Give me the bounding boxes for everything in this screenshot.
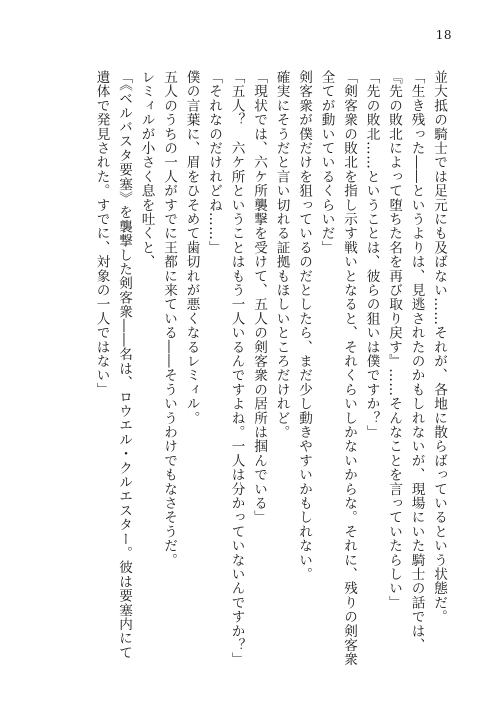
paragraph: 確実にそうだと言い切れる証拠もほしいところだけれど。 — [273, 70, 290, 440]
paragraph: 「五人？ 六ケ所ということはもう一人いるんですよね。一人は分かっていないんですか？」 — [228, 70, 245, 667]
paragraph: 「剣客衆の敗北を指し示す戦いとなると、それくらいしかないからな。それに、残りの剣客衆全てが動いているくらいだ」 — [318, 70, 357, 667]
paragraph: 「現状では、六ケ所襲撃を受けて、五人の剣客衆の居所は掴んでいる」 — [251, 70, 267, 525]
paragraph: 剣客衆が僕だけを狙っているのだとしたら、まだ少し動きやすいかもしれない。 — [296, 70, 312, 582]
paragraph: 並大抵の騎士では足元にも及ばない……それが、各地に散らばっているという状態だ。 — [431, 70, 447, 624]
paragraph: 五人のうちの一人がすでに王都に来ている――そういうわけでもなさそうだ。 — [161, 70, 177, 567]
paragraph: 「それなのだけれどね……」 — [206, 70, 222, 255]
paragraph: 「《ベルバスタ要塞》を襲撃した剣客衆――名は、ロウエル・クルエスター。彼は要塞内にて遺体で発見された。すでに、対象の一人ではない」 — [93, 70, 132, 660]
paragraph: 「先の敗北……ということは、彼らの狙いは僕ですか？」 — [363, 70, 380, 440]
paragraph: レミィルが小さく息を吐くと、 — [138, 70, 155, 269]
novel-text — [40, 70, 450, 670]
page-number: 18 — [435, 28, 452, 42]
paragraph: 「生き残った――というよりは、見逃されたのかもしれないが、現場にいた騎士の話では、『先の敗北によって堕ちた名を再び取り戻す』……そんなことを言っていたらしい」 — [386, 70, 425, 653]
paragraph: 僕の言葉に、眉をひそめて歯切れが悪くなるレミィル。 — [183, 70, 200, 425]
